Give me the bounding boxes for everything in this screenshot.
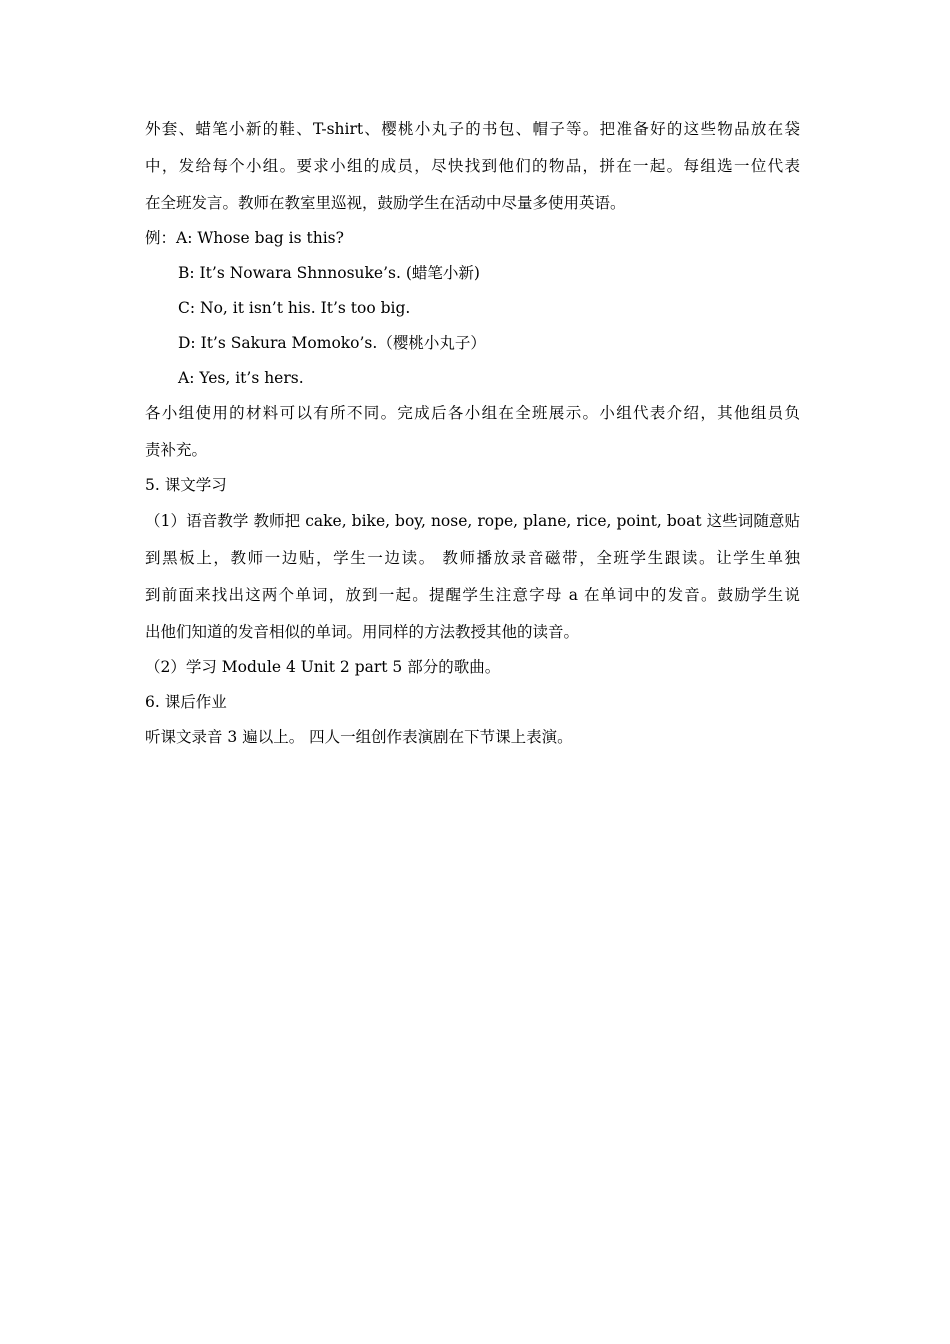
intro-line-1: 外套、蜡笔小新的鞋、T-shirt、樱桃小丸子的书包、帽子等。把准备好的这些物品放在袋 xyxy=(145,120,800,138)
materials-line-2: 责补充。 xyxy=(145,441,208,459)
section-6-heading: 6. 课后作业 xyxy=(145,693,227,711)
example-line-b: B: It’s Nowara Shnnosuke’s. (蜡笔小新) xyxy=(178,264,480,282)
section-5-p1-line-1: （1）语音教学 教师把 cake, bike, boy, nose, rope, plane, rice, point, boat 这些词随意贴 xyxy=(145,512,800,530)
section-5-p1-line-3: 到前面来找出这两个单词，放到一起。提醒学生注意字母 a 在单词中的发音。鼓励学生说 xyxy=(145,586,800,604)
intro-line-3: 在全班发言。教师在教室里巡视，鼓励学生在活动中尽量多使用英语。 xyxy=(145,194,626,212)
intro-line-2: 中，发给每个小组。要求小组的成员，尽快找到他们的物品，拼在一起。每组选一位代表 xyxy=(145,157,800,175)
example-line-c: C: No, it isn’t his. It’s too big. xyxy=(178,299,411,317)
section-6-text: 听课文录音 3 遍以上。 四人一组创作表演剧在下节课上表演。 xyxy=(145,728,573,746)
example-line-d: D: It’s Sakura Momoko’s.（樱桃小丸子） xyxy=(178,334,486,352)
section-5-heading: 5. 课文学习 xyxy=(145,476,227,494)
section-5-p2: （2）学习 Module 4 Unit 2 part 5 部分的歌曲。 xyxy=(145,658,501,676)
materials-line-1: 各小组使用的材料可以有所不同。完成后各小组在全班展示。小组代表介绍，其他组员负 xyxy=(145,404,800,422)
example-line-a1: 例：A: Whose bag is this? xyxy=(145,229,344,247)
section-5-p1-line-4: 出他们知道的发音相似的单词。用同样的方法教授其他的读音。 xyxy=(145,623,580,641)
section-5-p1-line-2: 到黑板上，教师一边贴，学生一边读。 教师播放录音磁带，全班学生跟读。让学生单独 xyxy=(145,549,800,567)
example-line-a2: A: Yes, it’s hers. xyxy=(178,369,304,387)
